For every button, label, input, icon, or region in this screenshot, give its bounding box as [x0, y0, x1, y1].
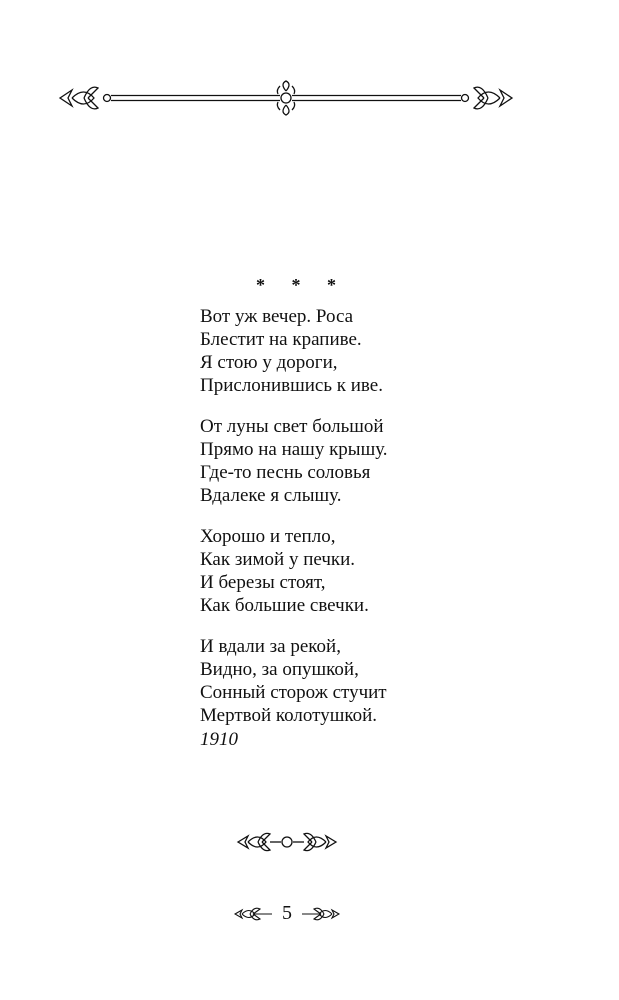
poem-body [200, 305, 500, 745]
folio-left-flourish-ornament [234, 905, 274, 923]
bottom-floral-vignette-ornament [236, 828, 338, 856]
poem-line: Видно, за опушкой, [200, 659, 359, 680]
poem-line: Хорошо и тепло, [200, 526, 336, 547]
poem-year: 1910 [200, 729, 238, 750]
stanza-3 [200, 525, 500, 617]
poem-line: Вот уж вечер. Роса [200, 306, 354, 327]
poem-line: Как большие свечки. [200, 595, 369, 616]
poem-line: И вдали за рекой, [200, 636, 341, 657]
section-asterism: * * * [256, 275, 347, 295]
folio-right-flourish-ornament [300, 905, 340, 923]
poem-line: Блестит на крапиве. [200, 329, 362, 350]
stanza-2 [200, 415, 500, 507]
poem-line: И березы стоят, [200, 572, 326, 593]
stanza-4 [200, 635, 500, 727]
poem-line: Я стою у дороги, [200, 352, 338, 373]
poem-line: Прислонившись к иве. [200, 375, 383, 396]
poem-line: Где-то песнь соловья [200, 462, 371, 483]
stanza-1 [200, 305, 500, 397]
poem-line: Как зимой у печки. [200, 549, 356, 570]
poem-line: Мертвой колотушкой. [200, 705, 378, 726]
poem-line: Вдалеке я слышу. [200, 485, 342, 506]
poem-line: От луны свет большой [200, 416, 384, 437]
page-number: 5 [282, 902, 292, 924]
poem-line: Прямо на нашу крышу. [200, 439, 388, 460]
poem-line: Сонный сторож стучит [200, 682, 387, 703]
top-floral-rule-ornament [58, 80, 514, 116]
